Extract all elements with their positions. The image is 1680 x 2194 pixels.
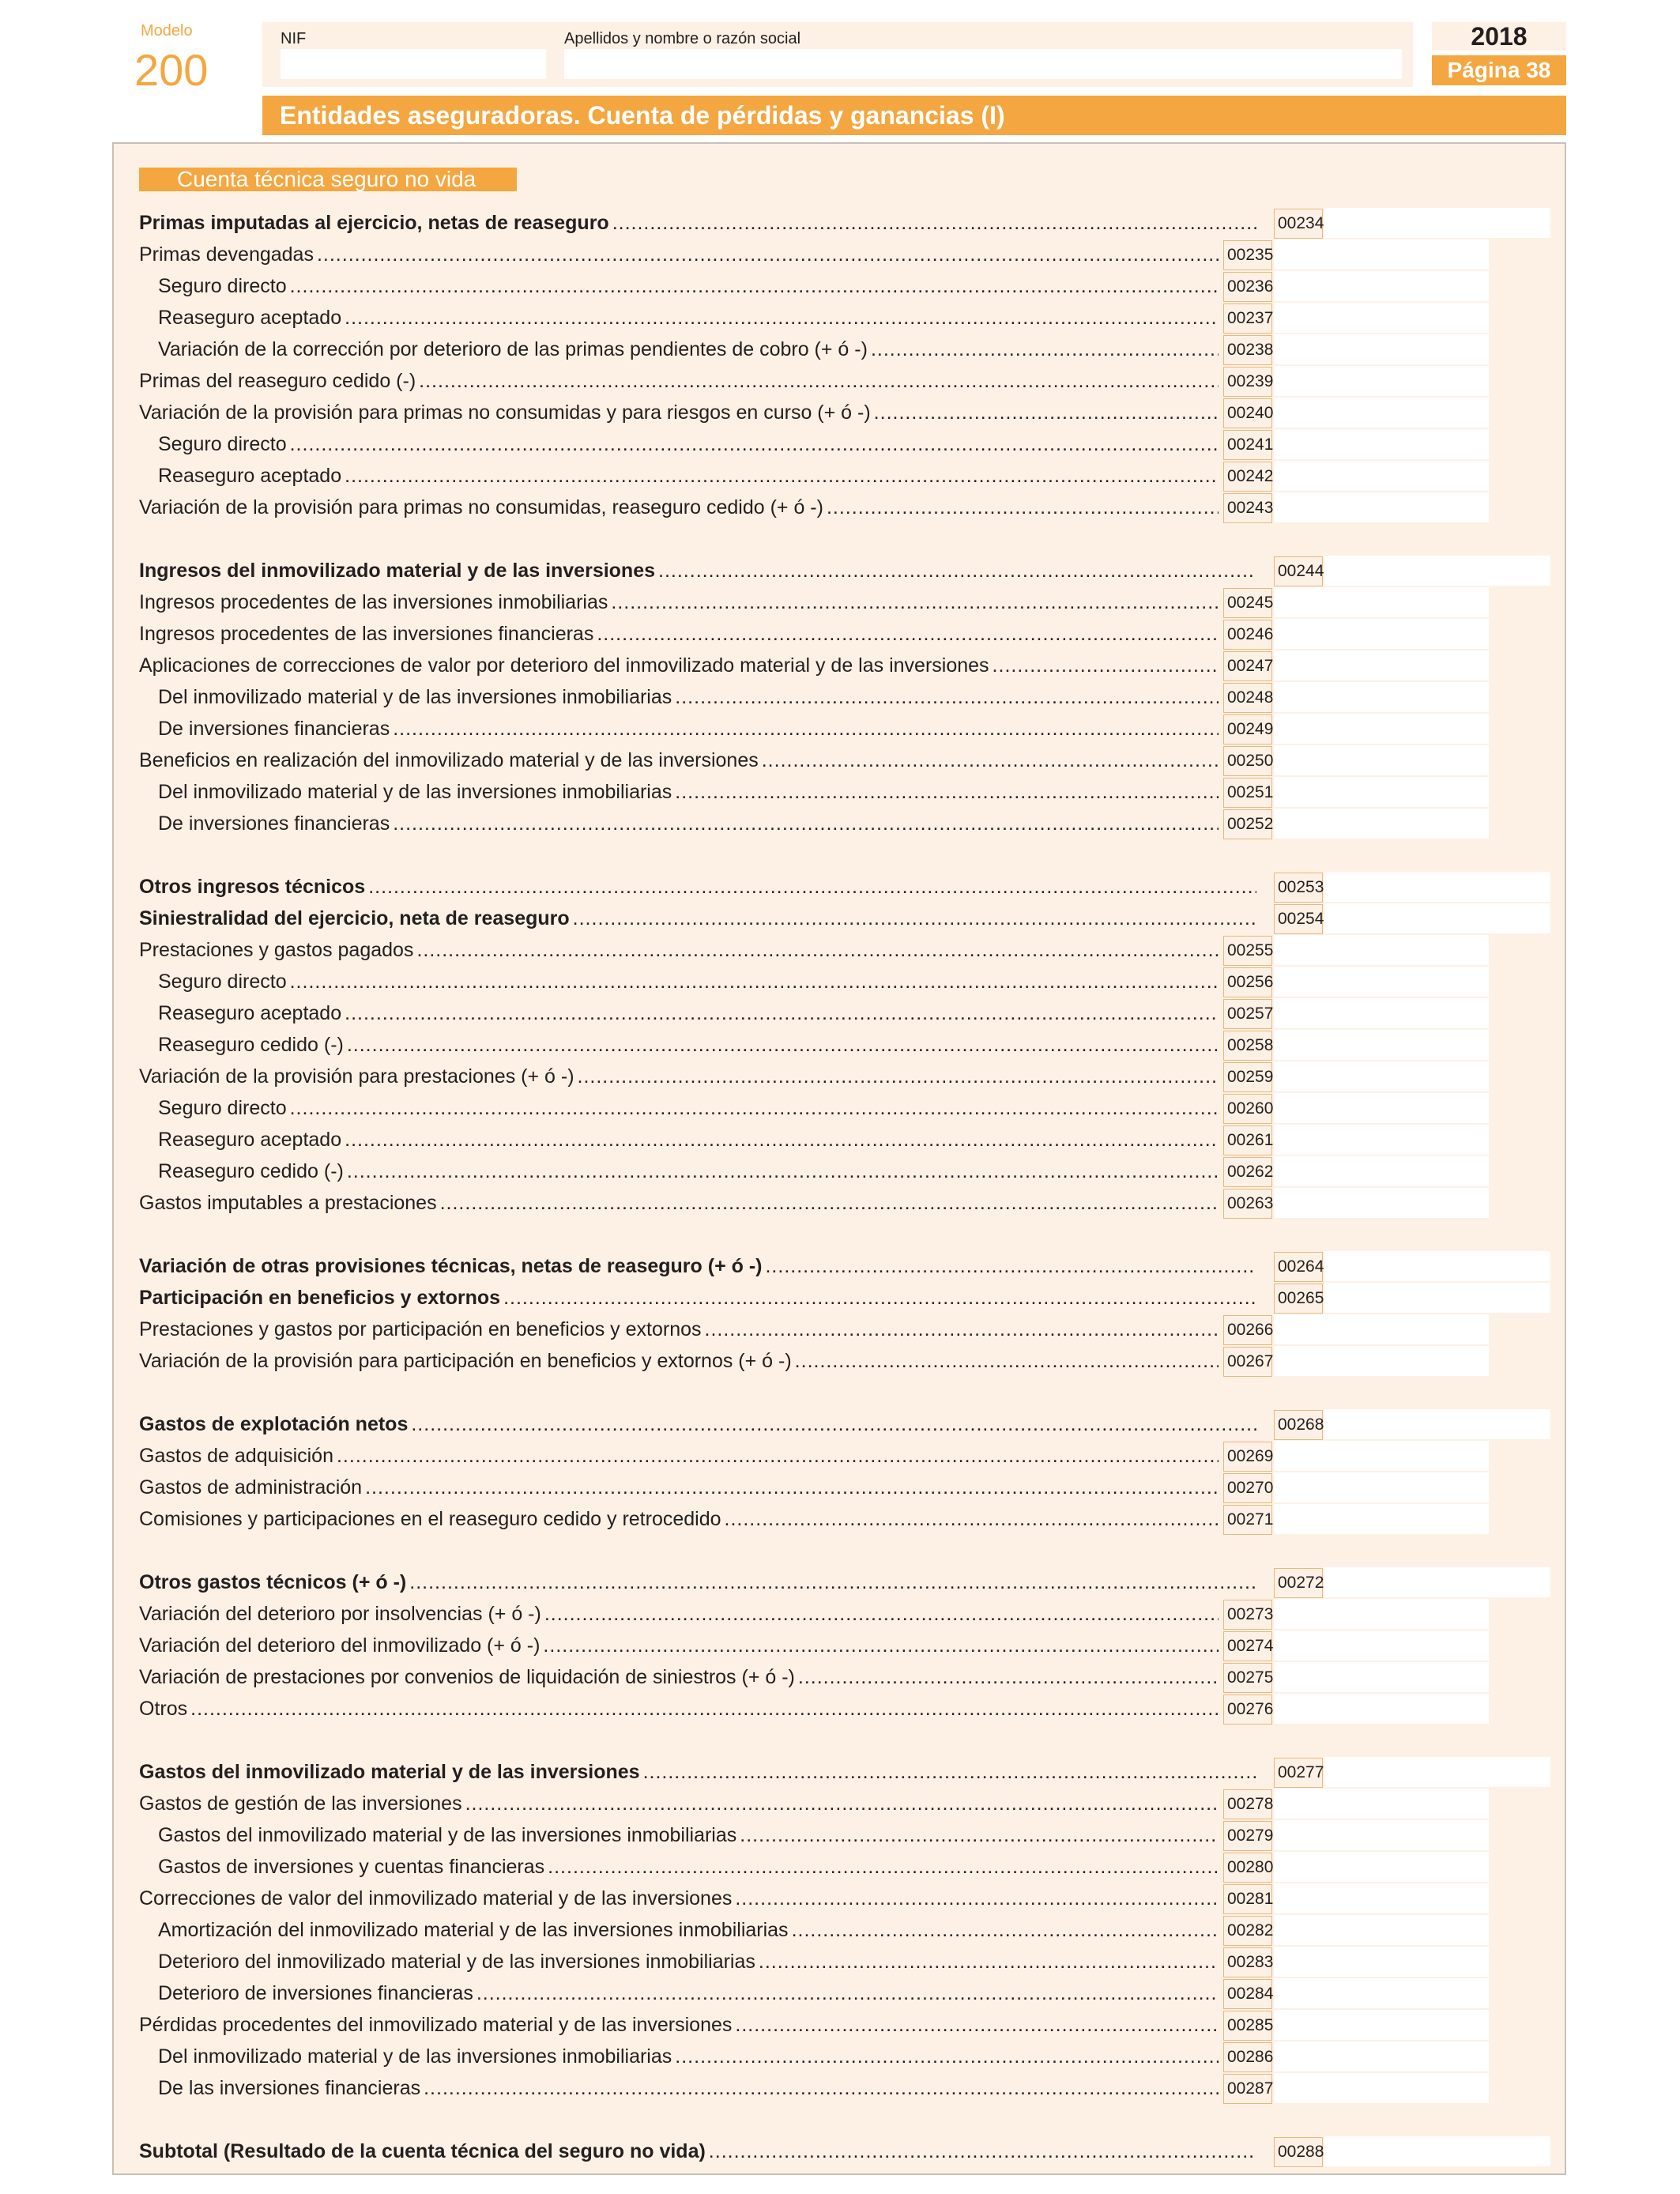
amount-field-00285[interactable] — [1274, 2010, 1489, 2040]
form-row-00259 — [139, 1061, 1219, 1092]
row-label: Primas imputadas al ejercicio, netas de reaseguro — [139, 211, 609, 234]
leader-dots — [709, 2140, 1256, 2163]
row-label: Prestaciones y gastos por participación en beneficios y extornos — [139, 1318, 702, 1340]
leader-dots — [762, 749, 1219, 772]
amount-field-00287[interactable] — [1274, 2073, 1489, 2103]
amount-field-00288[interactable] — [1324, 2136, 1550, 2166]
leader-dots — [440, 1192, 1219, 1215]
amount-field-00253[interactable] — [1324, 872, 1550, 902]
leader-dots — [759, 1951, 1219, 1973]
row-label: Gastos del inmovilizado material y de las inversiones — [139, 1760, 640, 1783]
form-row-00284 — [158, 1977, 1219, 2009]
row-label: Seguro directo — [158, 432, 287, 455]
box-code: 00248 — [1223, 683, 1272, 713]
amount-field-00265[interactable] — [1324, 1283, 1550, 1313]
amount-field-00270[interactable] — [1274, 1472, 1489, 1502]
box-code: 00276 — [1223, 1695, 1272, 1725]
nif-field[interactable] — [281, 49, 546, 79]
box-code: 00255 — [1223, 936, 1272, 966]
leader-dots — [365, 1476, 1219, 1499]
row-label: Reaseguro aceptado — [158, 464, 342, 487]
form-row-00245 — [139, 586, 1219, 618]
row-label: Otros gastos técnicos (+ ó -) — [139, 1570, 407, 1593]
leader-dots — [347, 1034, 1219, 1057]
row-label: Gastos de inversiones y cuentas financieras — [158, 1855, 545, 1878]
name-field[interactable] — [564, 49, 1402, 79]
form-row-00267 — [139, 1345, 1219, 1377]
amount-field-00249[interactable] — [1274, 714, 1489, 744]
amount-field-00284[interactable] — [1274, 1978, 1489, 2008]
leader-dots — [675, 2045, 1219, 2068]
leader-dots — [368, 876, 1256, 899]
box-code: 00244 — [1274, 556, 1323, 586]
box-code: 00268 — [1274, 1410, 1323, 1440]
leader-dots — [503, 1287, 1256, 1310]
row-label: Comisiones y participaciones en el reaseguro cedido y retrocedido — [139, 1507, 721, 1530]
modelo-label: Modelo — [141, 22, 193, 40]
form-row-00256 — [158, 966, 1219, 997]
box-code: 00270 — [1223, 1473, 1272, 1503]
amount-field-00240[interactable] — [1274, 398, 1489, 428]
row-label: Beneficios en realización del inmovilizado material y de las inversiones — [139, 748, 759, 771]
leader-dots — [477, 1982, 1219, 2005]
box-code: 00285 — [1223, 2011, 1272, 2041]
row-label: Otros — [139, 1697, 188, 1720]
amount-field-00248[interactable] — [1274, 682, 1489, 712]
box-code: 00267 — [1223, 1347, 1272, 1377]
leader-dots — [658, 560, 1256, 582]
row-label: Ingresos procedentes de las inversiones financieras — [139, 622, 594, 645]
box-code: 00262 — [1223, 1157, 1272, 1187]
row-label: Variación de la provisión para prestaciones (+ ó -) — [139, 1065, 574, 1088]
row-label: Del inmovilizado material y de las inversiones inmobiliarias — [158, 2045, 672, 2068]
row-label: Primas del reaseguro cedido (-) — [139, 369, 416, 392]
leader-dots — [597, 623, 1219, 646]
box-code: 00279 — [1223, 1821, 1272, 1851]
row-label: Variación de la provisión para primas no consumidas y para riesgos en curso (+ ó -) — [139, 401, 871, 424]
amount-field-00286[interactable] — [1274, 2041, 1489, 2071]
row-label: Seguro directo — [158, 274, 287, 297]
row-label: Variación de prestaciones por convenios de liquidación de siniestros (+ ó -) — [139, 1665, 795, 1688]
row-label: De las inversiones financieras — [158, 2076, 421, 2099]
box-code: 00252 — [1223, 809, 1272, 839]
amount-field-00256[interactable] — [1274, 967, 1489, 997]
leader-dots — [290, 971, 1219, 993]
amount-field-00281[interactable] — [1274, 1883, 1489, 1913]
box-code: 00269 — [1223, 1442, 1272, 1472]
row-label: Gastos imputables a prestaciones — [139, 1191, 437, 1214]
amount-field-00259[interactable] — [1274, 1061, 1489, 1091]
amount-field-00260[interactable] — [1274, 1093, 1489, 1123]
amount-field-00278[interactable] — [1274, 1789, 1489, 1819]
form-row-00241 — [158, 428, 1219, 460]
form-row-00242 — [158, 460, 1219, 492]
leader-dots — [740, 1824, 1219, 1847]
form-row-00251 — [158, 776, 1219, 808]
amount-field-00263[interactable] — [1274, 1188, 1489, 1218]
amount-field-00271[interactable] — [1274, 1504, 1489, 1534]
amount-field-00280[interactable] — [1274, 1852, 1489, 1882]
leader-dots — [409, 1571, 1256, 1594]
leader-dots — [393, 812, 1219, 835]
form-row-00265 — [139, 1282, 1256, 1314]
form-row-00283 — [158, 1946, 1219, 1977]
amount-field-00276[interactable] — [1274, 1694, 1489, 1724]
leader-dots — [544, 1603, 1219, 1626]
leader-dots — [573, 907, 1256, 930]
row-label: Reaseguro aceptado — [158, 1001, 342, 1024]
row-label: Variación de otras provisiones técnicas, netas de reaseguro (+ ó -) — [139, 1254, 763, 1277]
amount-field-00251[interactable] — [1274, 777, 1489, 807]
leader-dots — [290, 1097, 1219, 1120]
leader-dots — [543, 1634, 1219, 1657]
leader-dots — [725, 1508, 1219, 1531]
leader-dots — [874, 401, 1219, 424]
amount-field-00266[interactable] — [1274, 1314, 1489, 1344]
amount-field-00257[interactable] — [1274, 998, 1489, 1028]
leader-dots — [347, 1160, 1219, 1183]
form-row-00269 — [139, 1440, 1219, 1472]
row-label: Del inmovilizado material y de las inversiones inmobiliarias — [158, 780, 672, 803]
page-badge: Página 38 — [1432, 55, 1566, 85]
row-label: Otros ingresos técnicos — [139, 875, 366, 898]
leader-dots — [993, 654, 1219, 677]
row-label: Variación del deterioro por insolvencias (+ ó -) — [139, 1602, 541, 1625]
amount-field-00241[interactable] — [1274, 429, 1489, 459]
form-row-00286 — [158, 2041, 1219, 2072]
box-code: 00287 — [1223, 2074, 1272, 2104]
leader-dots — [871, 338, 1219, 361]
box-code: 00234 — [1274, 209, 1323, 239]
form-row-00243 — [139, 492, 1219, 523]
box-code: 00254 — [1274, 904, 1323, 934]
year-badge: 2018 — [1432, 22, 1566, 51]
form-row-00260 — [158, 1092, 1219, 1124]
box-code: 00235 — [1223, 240, 1272, 270]
box-code: 00273 — [1223, 1600, 1272, 1630]
form-row-00237 — [158, 302, 1219, 334]
box-code: 00259 — [1223, 1062, 1272, 1092]
row-label: Ingresos procedentes de las inversiones inmobiliarias — [139, 590, 608, 613]
box-code: 00257 — [1223, 999, 1272, 1029]
box-code: 00258 — [1223, 1031, 1272, 1061]
leader-dots — [792, 1919, 1219, 1942]
form-row-00264 — [139, 1250, 1256, 1282]
form-row-00287 — [158, 2072, 1219, 2104]
form-row-00271 — [139, 1503, 1219, 1535]
amount-field-00254[interactable] — [1324, 903, 1550, 933]
leader-dots — [419, 370, 1219, 393]
box-code: 00243 — [1223, 493, 1272, 523]
amount-field-00234[interactable] — [1324, 208, 1550, 238]
box-code: 00283 — [1223, 1947, 1272, 1977]
amount-field-00250[interactable] — [1274, 745, 1489, 775]
leader-dots — [675, 686, 1219, 709]
amount-field-00239[interactable] — [1274, 366, 1489, 396]
leader-dots — [643, 1761, 1256, 1784]
page-title: Entidades aseguradoras. Cuenta de pérdidas y ganancias (I) — [262, 96, 1566, 135]
row-label: Reaseguro aceptado — [158, 1128, 342, 1151]
amount-field-00243[interactable] — [1274, 492, 1489, 522]
row-label: Reaseguro cedido (-) — [158, 1159, 344, 1182]
amount-field-00237[interactable] — [1274, 303, 1489, 333]
form-row-00273 — [139, 1598, 1219, 1630]
box-code: 00250 — [1223, 746, 1272, 776]
leader-dots — [345, 465, 1219, 488]
form-row-00240 — [139, 397, 1219, 428]
box-code: 00278 — [1223, 1789, 1272, 1819]
amount-field-00258[interactable] — [1274, 1030, 1489, 1060]
leader-dots — [416, 939, 1219, 962]
form-row-00281 — [139, 1883, 1219, 1914]
row-label: Participación en beneficios y extornos — [139, 1286, 501, 1309]
form-row-00246 — [139, 618, 1219, 650]
form-row-00262 — [158, 1155, 1219, 1187]
leader-dots — [290, 275, 1219, 298]
row-label: Reaseguro aceptado — [158, 306, 342, 329]
row-label: Deterioro del inmovilizado material y de las inversiones inmobiliarias — [158, 1950, 755, 1973]
box-code: 00274 — [1223, 1631, 1272, 1661]
box-code: 00271 — [1223, 1505, 1272, 1535]
row-label: Gastos de gestión de las inversiones — [139, 1792, 462, 1815]
box-code: 00251 — [1223, 778, 1272, 808]
box-code: 00253 — [1274, 873, 1323, 903]
row-label: Siniestralidad del ejercicio, neta de reaseguro — [139, 907, 570, 929]
leader-dots — [345, 1002, 1219, 1025]
form-row-00288 — [139, 2136, 1256, 2167]
leader-dots — [765, 1255, 1256, 1278]
leader-dots — [705, 1318, 1219, 1341]
leader-dots — [578, 1065, 1219, 1088]
form-row-00254 — [139, 903, 1256, 934]
form-row-00238 — [158, 334, 1219, 365]
form-row-00282 — [158, 1914, 1219, 1946]
form-row-00276 — [139, 1693, 1219, 1725]
form-row-00234 — [139, 207, 1256, 239]
form-row-00275 — [139, 1661, 1219, 1693]
row-label: Prestaciones y gastos pagados — [139, 938, 414, 961]
amount-field-00261[interactable] — [1274, 1125, 1489, 1155]
form-row-00244 — [139, 555, 1256, 586]
form-row-00274 — [139, 1630, 1219, 1661]
box-code: 00247 — [1223, 651, 1272, 681]
form-row-00249 — [158, 713, 1219, 745]
form-row-00239 — [139, 365, 1219, 397]
row-label: Gastos de administración — [139, 1476, 363, 1498]
amount-field-00273[interactable] — [1274, 1599, 1489, 1629]
row-label: De inversiones financieras — [158, 812, 390, 835]
form-row-00261 — [158, 1124, 1219, 1155]
row-label: Variación de la corrección por deterioro de las primas pendientes de cobro (+ ó -) — [158, 337, 868, 360]
amount-field-00246[interactable] — [1274, 619, 1489, 649]
row-label: Reaseguro cedido (-) — [158, 1033, 344, 1056]
modelo-number: 200 — [134, 45, 209, 95]
row-label: Seguro directo — [158, 1096, 287, 1119]
amount-field-00274[interactable] — [1274, 1630, 1489, 1661]
box-code: 00266 — [1223, 1315, 1272, 1345]
amount-field-00282[interactable] — [1274, 1915, 1489, 1945]
row-label: Aplicaciones de correcciones de valor por deterioro del inmovilizado material y de las inversiones — [139, 654, 989, 677]
box-code: 00272 — [1274, 1568, 1323, 1598]
box-code: 00249 — [1223, 714, 1272, 745]
leader-dots — [611, 591, 1219, 614]
leader-dots — [827, 496, 1219, 519]
amount-field-00238[interactable] — [1274, 334, 1489, 364]
form-row-00235 — [139, 239, 1219, 270]
leader-dots — [345, 1129, 1219, 1152]
leader-dots — [290, 433, 1219, 456]
form-row-00257 — [158, 997, 1219, 1029]
amount-field-00277[interactable] — [1324, 1757, 1550, 1787]
box-code: 00242 — [1223, 462, 1272, 492]
row-label: Gastos de adquisición — [139, 1444, 333, 1467]
nif-label: NIF — [281, 30, 307, 47]
form-row-00280 — [158, 1851, 1219, 1883]
form-row-00252 — [158, 808, 1219, 839]
row-label: De inversiones financieras — [158, 717, 390, 740]
name-label: Apellidos y nombre o razón social — [564, 30, 801, 47]
box-code: 00261 — [1223, 1125, 1272, 1155]
box-code: 00264 — [1274, 1252, 1323, 1282]
row-label: Del inmovilizado material y de las inversiones inmobiliarias — [158, 685, 672, 708]
leader-dots — [735, 2014, 1219, 2037]
amount-field-00244[interactable] — [1324, 556, 1550, 586]
form-row-00263 — [139, 1187, 1219, 1219]
section-tag: Cuenta técnica seguro no vida — [139, 168, 517, 191]
form-row-00285 — [139, 2009, 1219, 2041]
leader-dots — [345, 307, 1219, 330]
form-row-00270 — [139, 1472, 1219, 1503]
form-row-00277 — [139, 1756, 1256, 1788]
amount-field-00269[interactable] — [1274, 1441, 1489, 1471]
row-label: Subtotal (Resultado de la cuenta técnica del seguro no vida) — [139, 2139, 706, 2162]
row-label: Deterioro de inversiones financieras — [158, 1981, 473, 2004]
row-label: Correcciones de valor del inmovilizado material y de las inversiones — [139, 1887, 733, 1909]
box-code: 00237 — [1223, 303, 1272, 334]
form-row-00268 — [139, 1408, 1256, 1440]
leader-dots — [548, 1856, 1219, 1879]
leader-dots — [393, 718, 1219, 741]
form-row-00247 — [139, 650, 1219, 681]
leader-dots — [337, 1445, 1219, 1468]
form-row-00279 — [158, 1819, 1219, 1851]
leader-dots — [317, 243, 1219, 266]
amount-field-00262[interactable] — [1274, 1156, 1489, 1186]
amount-field-00275[interactable] — [1274, 1662, 1489, 1692]
box-code: 00284 — [1223, 1979, 1272, 2009]
form-row-00272 — [139, 1566, 1256, 1598]
row-label: Amortización del inmovilizado material y de las inversiones inmobiliarias — [158, 1918, 789, 1941]
leader-dots — [735, 1887, 1219, 1910]
row-label: Pérdidas procedentes del inmovilizado material y de las inversiones — [139, 2013, 733, 2036]
leader-dots — [798, 1666, 1219, 1689]
box-code: 00281 — [1223, 1884, 1272, 1914]
row-label: Seguro directo — [158, 970, 287, 993]
amount-field-00255[interactable] — [1274, 935, 1489, 965]
row-label: Ingresos del inmovilizado material y de las inversiones — [139, 559, 656, 582]
row-label: Primas devengadas — [139, 243, 314, 266]
row-label: Variación del deterioro del inmovilizado (+ ó -) — [139, 1634, 541, 1657]
amount-field-00279[interactable] — [1274, 1820, 1489, 1850]
box-code: 00245 — [1223, 588, 1272, 618]
amount-field-00247[interactable] — [1274, 650, 1489, 680]
amount-field-00268[interactable] — [1324, 1409, 1550, 1439]
amount-field-00235[interactable] — [1274, 239, 1489, 270]
leader-dots — [424, 2077, 1219, 2100]
amount-field-00267[interactable] — [1274, 1346, 1489, 1376]
leader-dots — [411, 1413, 1256, 1436]
form-row-00266 — [139, 1314, 1219, 1345]
amount-field-00252[interactable] — [1274, 809, 1489, 839]
row-label: Variación de la provisión para primas no consumidas, reaseguro cedido (+ ó -) — [139, 496, 823, 518]
box-code: 00241 — [1223, 430, 1272, 460]
box-code: 00263 — [1223, 1189, 1272, 1219]
form-row-00236 — [158, 270, 1219, 302]
leader-dots — [465, 1793, 1219, 1815]
box-code: 00288 — [1274, 2137, 1323, 2167]
box-code: 00275 — [1223, 1663, 1272, 1693]
box-code: 00265 — [1274, 1284, 1323, 1314]
amount-field-00242[interactable] — [1274, 461, 1489, 491]
box-code: 00239 — [1223, 367, 1272, 397]
leader-dots — [675, 781, 1219, 804]
box-code: 00256 — [1223, 967, 1272, 997]
form-row-00248 — [158, 681, 1219, 713]
leader-dots — [795, 1350, 1219, 1373]
leader-dots — [612, 212, 1256, 235]
box-code: 00246 — [1223, 620, 1272, 650]
form-row-00278 — [139, 1788, 1219, 1819]
amount-field-00236[interactable] — [1274, 271, 1489, 301]
form-row-00258 — [158, 1029, 1219, 1061]
box-code: 00277 — [1274, 1758, 1323, 1788]
row-label: Variación de la provisión para participación en beneficios y extornos (+ ó -) — [139, 1349, 792, 1372]
form-row-00255 — [139, 934, 1219, 966]
box-code: 00286 — [1223, 2042, 1272, 2072]
leader-dots — [190, 1698, 1219, 1721]
box-code: 00236 — [1223, 272, 1272, 302]
row-label: Gastos de explotación netos — [139, 1412, 409, 1435]
box-code: 00282 — [1223, 1916, 1272, 1946]
box-code: 00260 — [1223, 1094, 1272, 1124]
amount-field-00245[interactable] — [1274, 587, 1489, 617]
box-code: 00240 — [1223, 398, 1272, 428]
amount-field-00272[interactable] — [1324, 1567, 1550, 1597]
box-code: 00280 — [1223, 1853, 1272, 1883]
amount-field-00283[interactable] — [1274, 1947, 1489, 1977]
row-label: Gastos del inmovilizado material y de las inversiones inmobiliarias — [158, 1823, 737, 1846]
form-row-00250 — [139, 745, 1219, 776]
box-code: 00238 — [1223, 335, 1272, 365]
form-row-00253 — [139, 871, 1256, 903]
amount-field-00264[interactable] — [1324, 1251, 1550, 1281]
